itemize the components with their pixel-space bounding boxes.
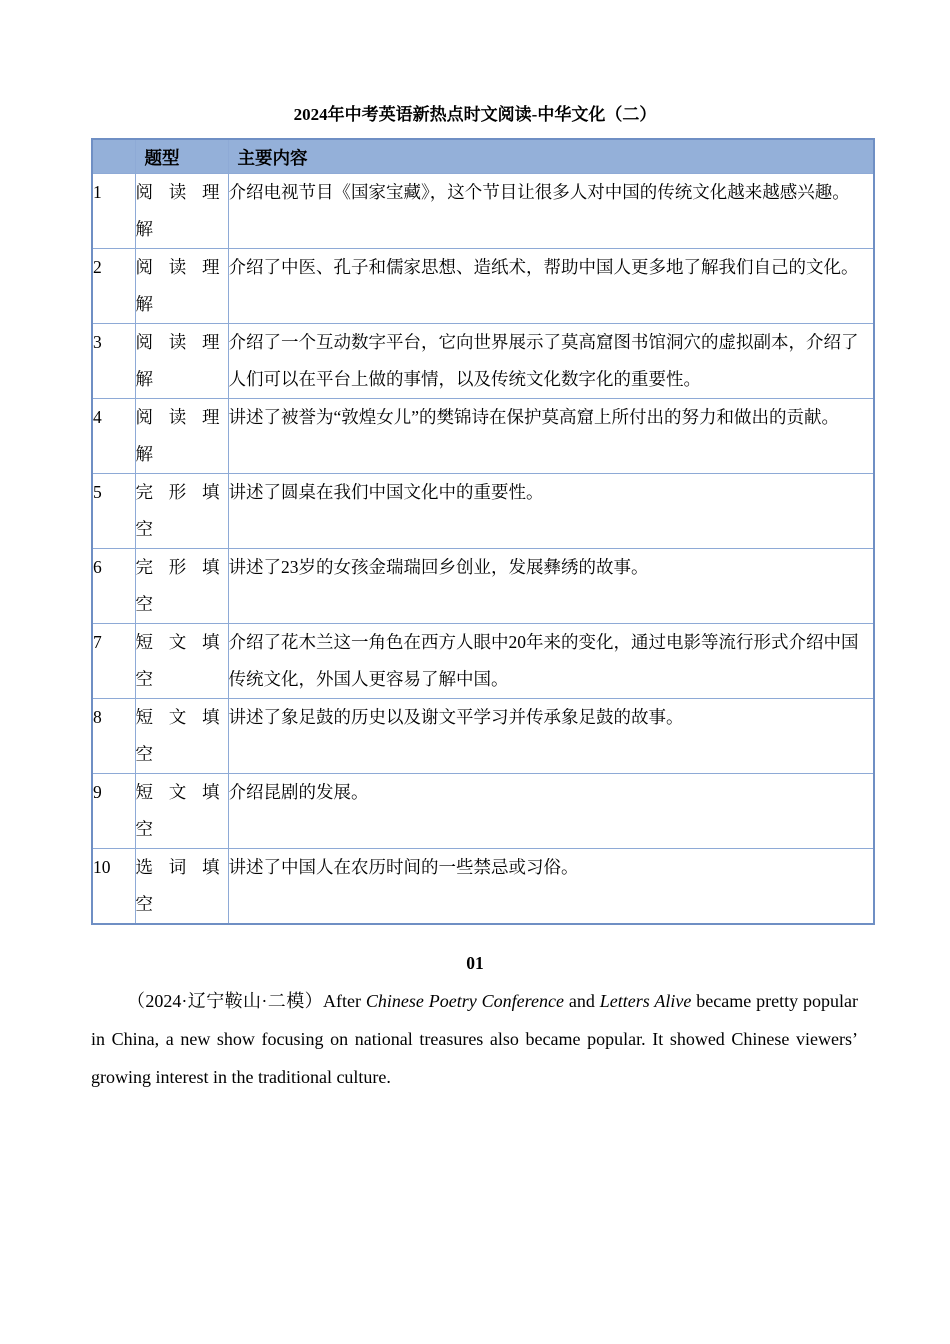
passage-source: （2024·辽宁鞍山·二模） — [127, 991, 324, 1011]
row-number: 9 — [92, 773, 135, 848]
row-number: 8 — [92, 698, 135, 773]
question-type-line2: 解 — [135, 293, 153, 314]
passage-text-and: and — [563, 991, 600, 1011]
table-header-row — [92, 139, 874, 173]
row-number: 6 — [92, 548, 135, 623]
row-question-type — [135, 848, 228, 924]
question-type-line1: 完形填 — [135, 556, 228, 577]
row-question-type — [135, 548, 228, 623]
header-number — [92, 139, 135, 173]
header-main-content: 主要内容 — [228, 139, 874, 173]
table-row — [92, 848, 874, 924]
show-title-letters-alive: Letters Alive — [599, 991, 692, 1011]
question-type-line1: 阅读理 — [135, 256, 228, 277]
table-row — [92, 398, 874, 473]
row-main-content: 介绍了花木兰这一角色在西方人眼中20年来的变化，通过电影等流行形式介绍中国传统文化，外国人更容易了解中国。 — [228, 623, 874, 698]
row-question-type — [135, 698, 228, 773]
row-number: 4 — [92, 398, 135, 473]
table-row — [92, 173, 874, 248]
question-type-line2: 解 — [135, 368, 153, 389]
question-type-line2: 空 — [135, 818, 153, 839]
header-question-type: 题型 — [135, 139, 228, 173]
row-main-content: 讲述了23岁的女孩金瑞瑞回乡创业，发展彝绣的故事。 — [228, 548, 874, 623]
row-main-content: 讲述了象足鼓的历史以及谢文平学习并传承象足鼓的故事。 — [228, 698, 874, 773]
row-main-content: 讲述了圆桌在我们中国文化中的重要性。 — [228, 473, 874, 548]
show-title-poetry-conference: Chinese Poetry Conference — [365, 991, 564, 1011]
question-type-line1: 短文填 — [135, 781, 228, 802]
row-question-type — [135, 773, 228, 848]
question-type-line2: 空 — [135, 518, 153, 539]
question-type-line1: 选词填 — [135, 856, 228, 877]
row-main-content: 介绍电视节目《国家宝藏》，这个节目让很多人对中国的传统文化越来越感兴趣。 — [228, 173, 874, 248]
row-main-content: 介绍了中医、孔子和儒家思想、造纸术，帮助中国人更多地了解我们自己的文化。 — [228, 248, 874, 323]
question-type-line1: 阅读理 — [135, 181, 228, 202]
question-type-line2: 空 — [135, 593, 153, 614]
row-number: 3 — [92, 323, 135, 398]
row-number: 10 — [92, 848, 135, 924]
row-number: 1 — [92, 173, 135, 248]
question-type-line2: 空 — [135, 668, 153, 689]
row-question-type — [135, 623, 228, 698]
table-row — [92, 773, 874, 848]
row-number: 2 — [92, 248, 135, 323]
question-type-line1: 阅读理 — [135, 331, 228, 352]
table-row — [92, 323, 874, 398]
row-main-content: 介绍了一个互动数字平台，它向世界展示了莫高窟图书馆洞穴的虚拟副本，介绍了人们可以在平台上做的事情，以及传统文化数字化的重要性。 — [228, 323, 874, 398]
summary-table — [91, 138, 875, 925]
table-row — [92, 698, 874, 773]
question-type-line2: 空 — [135, 743, 153, 764]
table-row — [92, 473, 874, 548]
row-number: 7 — [92, 623, 135, 698]
document-title: 2024年中考英语新热点时文阅读-中华文化（二） — [293, 105, 657, 124]
row-main-content: 介绍昆剧的发展。 — [228, 773, 874, 848]
row-question-type — [135, 248, 228, 323]
question-type-line1: 短文填 — [135, 706, 228, 727]
row-question-type — [135, 323, 228, 398]
row-question-type — [135, 398, 228, 473]
table-row — [92, 548, 874, 623]
passage-text-after: After — [323, 991, 366, 1011]
question-type-line2: 空 — [135, 893, 153, 914]
row-question-type — [135, 473, 228, 548]
row-main-content: 讲述了中国人在农历时间的一些禁忌或习俗。 — [228, 848, 874, 924]
passage-text-rest: became pretty popular in China, a new show focusing on national treasures also became popular. It showed Chinese viewers’ growing interest in the traditional culture. — [91, 991, 858, 1087]
row-main-content: 讲述了被誉为“敦煌女儿”的樊锦诗在保护莫高窟上所付出的努力和做出的贡献。 — [228, 398, 874, 473]
section-number: 01 — [466, 953, 484, 973]
question-type-line1: 完形填 — [135, 481, 228, 502]
table-row — [92, 248, 874, 323]
passage-paragraph — [91, 982, 858, 1096]
question-type-line2: 解 — [135, 218, 153, 239]
question-type-line1: 短文填 — [135, 631, 228, 652]
table-body — [92, 173, 874, 924]
question-type-line2: 解 — [135, 443, 153, 464]
table-row — [92, 623, 874, 698]
question-type-line1: 阅读理 — [135, 406, 228, 427]
row-number: 5 — [92, 473, 135, 548]
row-question-type — [135, 173, 228, 248]
